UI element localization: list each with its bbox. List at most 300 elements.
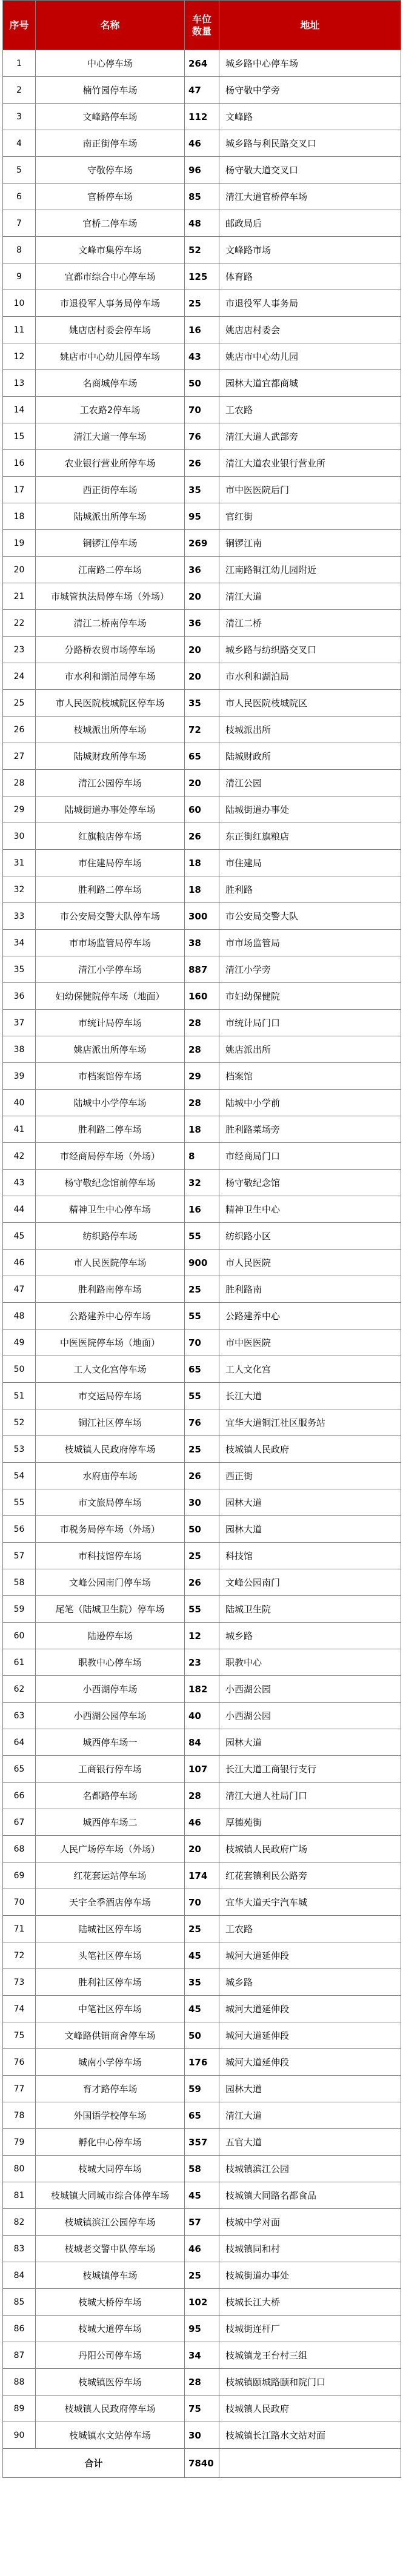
table-row: [3, 1916, 401, 1942]
row-address: 精神卫生中心: [219, 1196, 401, 1223]
row-address: 工农路: [219, 1916, 401, 1942]
table-row: [3, 263, 401, 290]
row-name: 姚店派出所停车场: [36, 1036, 185, 1063]
table-row: [3, 2022, 401, 2049]
row-index: 51: [3, 1383, 36, 1409]
table-row: [3, 1276, 401, 1303]
row-name: 清江二桥南停车场: [36, 610, 185, 637]
total-value: 7840: [185, 2449, 219, 2478]
row-address: 公路建养中心: [219, 1303, 401, 1329]
row-name: 市公安局交警大队停车场: [36, 903, 185, 930]
row-address: 城河大道延伸段: [219, 2022, 401, 2049]
table-row: [3, 2396, 401, 2422]
row-address: 姚店店村委会: [219, 317, 401, 343]
row-index: 26: [3, 717, 36, 743]
row-index: 39: [3, 1063, 36, 1090]
row-address: 宜华大道天宇汽车城: [219, 1889, 401, 1916]
row-index: 20: [3, 557, 36, 583]
table-body: [3, 50, 401, 2449]
row-address: 清江大道农业银行营业所: [219, 450, 401, 477]
row-spaces: 28: [185, 2369, 219, 2396]
table-row: [3, 583, 401, 610]
row-address: 杨守敬纪念馆: [219, 1170, 401, 1196]
header-row: [3, 1, 401, 50]
row-spaces: 23: [185, 1649, 219, 1676]
row-address: 清江大道: [219, 2102, 401, 2129]
table-row: [3, 1383, 401, 1409]
row-address: 城河大道延伸段: [219, 1996, 401, 2022]
row-spaces: 18: [185, 876, 219, 903]
row-name: 孵化中心停车场: [36, 2129, 185, 2156]
row-name: 枝城镇医停车场: [36, 2369, 185, 2396]
row-index: 69: [3, 1862, 36, 1889]
row-name: 天宇全季酒店停车场: [36, 1889, 185, 1916]
row-name: 官桥二停车场: [36, 210, 185, 237]
row-spaces: 45: [185, 2182, 219, 2209]
row-address: 枝城镇颐城路颐和院门口: [219, 2369, 401, 2396]
row-name: 铜江社区停车场: [36, 1409, 185, 1436]
table-row: [3, 1942, 401, 1969]
row-name: 胜利路南停车场: [36, 1276, 185, 1303]
row-address: 枝城街道办事处: [219, 2262, 401, 2289]
table-row: [3, 1996, 401, 2022]
row-name: 市文旅局停车场: [36, 1489, 185, 1516]
table-row: [3, 130, 401, 157]
row-spaces: 182: [185, 1676, 219, 1703]
header-index: 序号: [3, 1, 36, 50]
row-index: 11: [3, 317, 36, 343]
row-name: 红花套运站停车场: [36, 1862, 185, 1889]
row-index: 4: [3, 130, 36, 157]
row-address: 江南路铜江幼儿园附近: [219, 557, 401, 583]
row-spaces: 107: [185, 1756, 219, 1783]
parking-lot-table: [2, 0, 401, 2478]
row-index: 56: [3, 1516, 36, 1543]
row-name: 清江小学停车场: [36, 956, 185, 983]
row-index: 86: [3, 2316, 36, 2342]
table-row: [3, 503, 401, 530]
table-row: [3, 1409, 401, 1436]
row-address: 官红街: [219, 503, 401, 530]
row-index: 14: [3, 397, 36, 423]
table-row: [3, 450, 401, 477]
row-index: 63: [3, 1703, 36, 1729]
table-row: [3, 2102, 401, 2129]
row-spaces: 34: [185, 2342, 219, 2369]
row-address: 市中医医院: [219, 1329, 401, 1356]
table-row: [3, 370, 401, 397]
table-row: [3, 557, 401, 583]
row-spaces: 58: [185, 2156, 219, 2182]
row-index: 83: [3, 2236, 36, 2262]
row-index: 27: [3, 743, 36, 770]
row-spaces: 65: [185, 2102, 219, 2129]
row-spaces: 36: [185, 557, 219, 583]
row-address: 城乡路: [219, 1623, 401, 1649]
table-row: [3, 2182, 401, 2209]
row-address: 清江二桥: [219, 610, 401, 637]
row-name: 名都路停车场: [36, 1783, 185, 1809]
row-name: 清江大道一停车场: [36, 423, 185, 450]
row-spaces: 20: [185, 637, 219, 663]
table-row: [3, 317, 401, 343]
row-index: 88: [3, 2369, 36, 2396]
row-name: 红旗粮店停车场: [36, 823, 185, 850]
row-address: 枝城街连杆厂: [219, 2316, 401, 2342]
row-spaces: 95: [185, 2316, 219, 2342]
row-address: 市退役军人事务局: [219, 290, 401, 317]
row-address: 城河大道延伸段: [219, 2049, 401, 2076]
row-address: 小西湖公园: [219, 1703, 401, 1729]
row-spaces: 40: [185, 1703, 219, 1729]
table-row: [3, 850, 401, 876]
row-name: 西正街停车场: [36, 477, 185, 503]
row-index: 77: [3, 2076, 36, 2102]
row-spaces: 30: [185, 1489, 219, 1516]
row-name: 守敬停车场: [36, 157, 185, 184]
table-row: [3, 1676, 401, 1703]
table-row: [3, 1649, 401, 1676]
row-address: 市人民医院枝城院区: [219, 690, 401, 717]
total-label: 合计: [3, 2449, 185, 2478]
table-row: [3, 1090, 401, 1116]
row-index: 29: [3, 796, 36, 823]
row-index: 5: [3, 157, 36, 184]
row-spaces: 76: [185, 423, 219, 450]
table-row: [3, 1063, 401, 1090]
row-address: 工农路: [219, 397, 401, 423]
row-name: 妇幼保健院停车场（地面）: [36, 983, 185, 1010]
row-index: 73: [3, 1969, 36, 1996]
row-address: 文峰公园南门: [219, 1569, 401, 1596]
header-spaces: [185, 1, 219, 50]
row-index: 33: [3, 903, 36, 930]
table-row: [3, 1543, 401, 1569]
row-index: 1: [3, 50, 36, 77]
row-address: 枝城中学对面: [219, 2209, 401, 2236]
row-name: 中心停车场: [36, 50, 185, 77]
row-address: 纺织路小区: [219, 1223, 401, 1250]
row-index: 19: [3, 530, 36, 557]
row-index: 18: [3, 503, 36, 530]
row-name: 小西湖停车场: [36, 1676, 185, 1703]
row-address: 铜锣江南: [219, 530, 401, 557]
table-footer: [3, 2449, 401, 2478]
row-index: 55: [3, 1489, 36, 1516]
row-spaces: 60: [185, 796, 219, 823]
row-name: 官桥停车场: [36, 184, 185, 210]
row-name: 江南路二停车场: [36, 557, 185, 583]
row-address: 枝城镇同和村: [219, 2236, 401, 2262]
row-address: 小西湖公园: [219, 1676, 401, 1703]
row-name: 市交运局停车场: [36, 1383, 185, 1409]
row-address: 园林大道: [219, 2076, 401, 2102]
row-name: 胜利社区停车场: [36, 1969, 185, 1996]
table-row: [3, 1836, 401, 1862]
row-spaces: 59: [185, 2076, 219, 2102]
row-spaces: 160: [185, 983, 219, 1010]
row-name: 文峰公园南门停车场: [36, 1569, 185, 1596]
row-spaces: 46: [185, 130, 219, 157]
row-address: 枝城派出所: [219, 717, 401, 743]
table-row: [3, 743, 401, 770]
table-row: [3, 210, 401, 237]
table-row: [3, 796, 401, 823]
header-spaces-line2: 数量: [192, 25, 211, 37]
row-address: 东正街红旗粮店: [219, 823, 401, 850]
row-address: 清江大道官桥停车场: [219, 184, 401, 210]
row-index: 40: [3, 1090, 36, 1116]
row-index: 82: [3, 2209, 36, 2236]
row-name: 头笔社区停车场: [36, 1942, 185, 1969]
table-row: [3, 637, 401, 663]
row-index: 64: [3, 1729, 36, 1756]
row-spaces: 887: [185, 956, 219, 983]
row-index: 25: [3, 690, 36, 717]
row-spaces: 20: [185, 663, 219, 690]
row-spaces: 300: [185, 903, 219, 930]
total-row: [3, 2449, 401, 2478]
row-index: 13: [3, 370, 36, 397]
total-address-empty: [219, 2449, 401, 2478]
row-name: 人民广场停车场（外场）: [36, 1836, 185, 1862]
row-spaces: 55: [185, 1223, 219, 1250]
table-row: [3, 2342, 401, 2369]
row-name: 陆城派出所停车场: [36, 503, 185, 530]
row-name: 城西停车场一: [36, 1729, 185, 1756]
row-name: 姚店店村委会停车场: [36, 317, 185, 343]
row-name: 文峰市集停车场: [36, 237, 185, 263]
row-address: 市住建局: [219, 850, 401, 876]
table-row: [3, 423, 401, 450]
row-index: 16: [3, 450, 36, 477]
row-index: 90: [3, 2422, 36, 2449]
table-header: [3, 1, 401, 50]
row-index: 65: [3, 1756, 36, 1783]
row-address: 陆城街道办事处: [219, 796, 401, 823]
row-address: 职教中心: [219, 1649, 401, 1676]
row-name: 尾笔（陆城卫生院）停车场: [36, 1596, 185, 1623]
row-index: 52: [3, 1409, 36, 1436]
row-index: 45: [3, 1223, 36, 1250]
table-row: [3, 2049, 401, 2076]
row-spaces: 26: [185, 1463, 219, 1489]
row-name: 职教中心停车场: [36, 1649, 185, 1676]
row-address: 枝城长江大桥: [219, 2289, 401, 2316]
row-index: 53: [3, 1436, 36, 1463]
row-address: 档案馆: [219, 1063, 401, 1090]
table-row: [3, 1703, 401, 1729]
row-index: 62: [3, 1676, 36, 1703]
row-address: 城河大道延伸段: [219, 1942, 401, 1969]
row-address: 枝城镇长江路水文站对面: [219, 2422, 401, 2449]
row-spaces: 25: [185, 1276, 219, 1303]
row-index: 22: [3, 610, 36, 637]
row-spaces: 16: [185, 317, 219, 343]
row-address: 长江大道工商银行支行: [219, 1756, 401, 1783]
table-row: [3, 2262, 401, 2289]
table-row: [3, 1196, 401, 1223]
row-spaces: 50: [185, 2022, 219, 2049]
row-index: 79: [3, 2129, 36, 2156]
header-name: 名称: [36, 1, 185, 50]
row-index: 57: [3, 1543, 36, 1569]
row-spaces: 35: [185, 1969, 219, 1996]
table-row: [3, 1756, 401, 1783]
row-name: 陆城社区停车场: [36, 1916, 185, 1942]
row-address: 姚店派出所: [219, 1036, 401, 1063]
row-address: 市公安局交警大队: [219, 903, 401, 930]
row-index: 67: [3, 1809, 36, 1836]
table-row: [3, 663, 401, 690]
table-row: [3, 903, 401, 930]
row-name: 市市场监管局停车场: [36, 930, 185, 956]
row-name: 宜都市综合中心停车场: [36, 263, 185, 290]
row-index: 61: [3, 1649, 36, 1676]
row-spaces: 55: [185, 1303, 219, 1329]
row-spaces: 50: [185, 1516, 219, 1543]
row-spaces: 57: [185, 2209, 219, 2236]
row-name: 枝城大道停车场: [36, 2316, 185, 2342]
table-row: [3, 50, 401, 77]
row-address: 园林大道宜都商城: [219, 370, 401, 397]
row-name: 工人文化宫停车场: [36, 1356, 185, 1383]
table-row: [3, 1596, 401, 1623]
row-name: 枝城派出所停车场: [36, 717, 185, 743]
table-row: [3, 1809, 401, 1836]
row-index: 21: [3, 583, 36, 610]
row-address: 五官大道: [219, 2129, 401, 2156]
row-spaces: 25: [185, 2262, 219, 2289]
row-index: 54: [3, 1463, 36, 1489]
row-address: 园林大道: [219, 1516, 401, 1543]
row-index: 2: [3, 77, 36, 104]
row-name: 公路建养中心停车场: [36, 1303, 185, 1329]
row-spaces: 84: [185, 1729, 219, 1756]
row-index: 49: [3, 1329, 36, 1356]
row-name: 丹阳公司停车场: [36, 2342, 185, 2369]
row-spaces: 176: [185, 2049, 219, 2076]
row-address: 厚德苑街: [219, 1809, 401, 1836]
row-index: 44: [3, 1196, 36, 1223]
row-address: 陆城中小学前: [219, 1090, 401, 1116]
row-index: 78: [3, 2102, 36, 2129]
row-name: 市水利和湖泊局停车场: [36, 663, 185, 690]
row-address: 清江大道: [219, 583, 401, 610]
row-spaces: 20: [185, 583, 219, 610]
table-row: [3, 770, 401, 796]
row-spaces: 25: [185, 290, 219, 317]
row-spaces: 28: [185, 1036, 219, 1063]
table-row: [3, 343, 401, 370]
row-spaces: 125: [185, 263, 219, 290]
table-row: [3, 717, 401, 743]
table-row: [3, 477, 401, 503]
row-name: 纺织路停车场: [36, 1223, 185, 1250]
row-address: 城乡路与利民路交叉口: [219, 130, 401, 157]
row-address: 胜利路菜场旁: [219, 1116, 401, 1143]
table-row: [3, 1250, 401, 1276]
row-spaces: 55: [185, 1383, 219, 1409]
row-name: 中笔社区停车场: [36, 1996, 185, 2022]
row-address: 城乡路: [219, 1969, 401, 1996]
row-index: 70: [3, 1889, 36, 1916]
row-spaces: 28: [185, 1090, 219, 1116]
row-index: 24: [3, 663, 36, 690]
row-name: 胜利路二停车场: [36, 1116, 185, 1143]
row-spaces: 46: [185, 1809, 219, 1836]
row-address: 园林大道: [219, 1729, 401, 1756]
table-row: [3, 104, 401, 130]
row-spaces: 45: [185, 1942, 219, 1969]
row-name: 农业银行营业所停车场: [36, 450, 185, 477]
row-address: 城乡路与纺织路交叉口: [219, 637, 401, 663]
row-index: 50: [3, 1356, 36, 1383]
row-spaces: 26: [185, 823, 219, 850]
row-index: 74: [3, 1996, 36, 2022]
row-index: 80: [3, 2156, 36, 2182]
table-row: [3, 2316, 401, 2342]
row-index: 7: [3, 210, 36, 237]
row-spaces: 72: [185, 717, 219, 743]
row-address: 清江公园: [219, 770, 401, 796]
row-index: 35: [3, 956, 36, 983]
row-index: 41: [3, 1116, 36, 1143]
row-address: 西正街: [219, 1463, 401, 1489]
row-spaces: 102: [185, 2289, 219, 2316]
row-name: 精神卫生中心停车场: [36, 1196, 185, 1223]
row-spaces: 75: [185, 2396, 219, 2422]
row-spaces: 16: [185, 1196, 219, 1223]
row-name: 市城管执法局停车场（外场）: [36, 583, 185, 610]
row-address: 枝城镇滨江公园: [219, 2156, 401, 2182]
row-spaces: 65: [185, 743, 219, 770]
row-name: 水府庙停车场: [36, 1463, 185, 1489]
row-name: 市人民医院枝城院区停车场: [36, 690, 185, 717]
row-index: 38: [3, 1036, 36, 1063]
table-row: [3, 1969, 401, 1996]
row-spaces: 38: [185, 930, 219, 956]
row-index: 66: [3, 1783, 36, 1809]
row-name: 市经商局停车场（外场）: [36, 1143, 185, 1170]
table-row: [3, 690, 401, 717]
row-address: 市经商局门口: [219, 1143, 401, 1170]
row-address: 文峰路: [219, 104, 401, 130]
row-address: 园林大道: [219, 1489, 401, 1516]
table-row: [3, 2289, 401, 2316]
row-address: 枝城镇人民政府广场: [219, 1836, 401, 1862]
row-index: 42: [3, 1143, 36, 1170]
row-spaces: 35: [185, 477, 219, 503]
row-index: 72: [3, 1942, 36, 1969]
row-index: 31: [3, 850, 36, 876]
row-name: 枝城镇大同城市综合体停车场: [36, 2182, 185, 2209]
table-row: [3, 2156, 401, 2182]
row-spaces: 112: [185, 104, 219, 130]
table-row: [3, 1862, 401, 1889]
row-name: 陆城财政所停车场: [36, 743, 185, 770]
row-spaces: 70: [185, 397, 219, 423]
table-row: [3, 2076, 401, 2102]
table-row: [3, 1569, 401, 1596]
row-spaces: 36: [185, 610, 219, 637]
row-name: 市档案馆停车场: [36, 1063, 185, 1090]
table-row: [3, 610, 401, 637]
row-name: 杨守敬纪念馆前停车场: [36, 1170, 185, 1196]
row-spaces: 269: [185, 530, 219, 557]
row-index: 3: [3, 104, 36, 130]
row-spaces: 25: [185, 1543, 219, 1569]
